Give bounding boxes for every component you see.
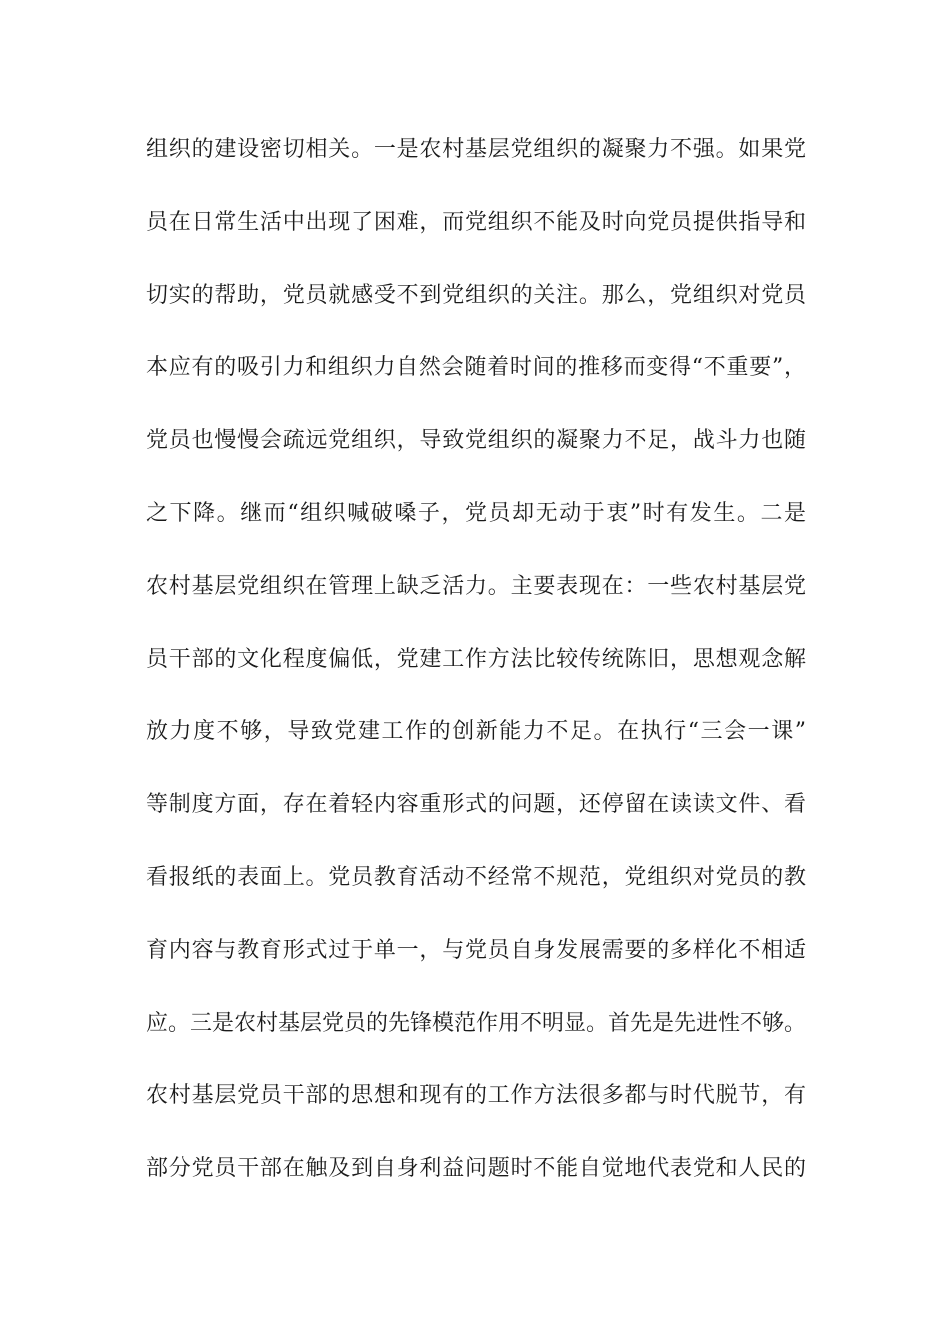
body-text xyxy=(146,130,806,1222)
text-line: 组织的建设密切相关。一是农村基层党组织的凝聚力不强。如果党 xyxy=(146,137,806,162)
text-line: 员干部的文化程度偏低，党建工作方法比较传统陈旧，思想观念解 xyxy=(146,646,806,672)
text-line: 农村基层党组织在管理上缺乏活力。主要表现在：一些农村基层党 xyxy=(146,573,806,599)
text-line: 部分党员干部在触及到自身利益问题时不能自觉地代表党和人民的 xyxy=(146,1156,806,1182)
text-line: 看报纸的表面上。党员教育活动不经常不规范，党组织对党员的教 xyxy=(146,864,806,890)
text-line: 切实的帮助，党员就感受不到党组织的关注。那么，党组织对党员 xyxy=(146,282,806,308)
text-line: 等制度方面，存在着轻内容重形式的问题，还停留在读读文件、看 xyxy=(146,792,806,818)
text-line: 员在日常生活中出现了困难，而党组织不能及时向党员提供指导和 xyxy=(146,209,806,235)
text-line: 农村基层党员干部的思想和现有的工作方法很多都与时代脱节，有 xyxy=(146,1083,806,1109)
text-line: 应。三是农村基层党员的先锋模范作用不明显。首先是先进性不够。 xyxy=(146,1010,807,1036)
text-line: 放力度不够，导致党建工作的创新能力不足。在执行“三会一课” xyxy=(146,719,806,745)
text-line: 育内容与教育形式过于单一，与党员自身发展需要的多样化不相适 xyxy=(146,937,806,963)
text-line: 本应有的吸引力和组织力自然会随着时间的推移而变得“不重要”， xyxy=(146,355,806,381)
text-line: 党员也慢慢会疏远党组织，导致党组织的凝聚力不足，战斗力也随 xyxy=(146,428,806,454)
text-line: 之下降。继而“组织喊破嗓子，党员却无动于衷”时有发生。二是 xyxy=(146,500,806,526)
